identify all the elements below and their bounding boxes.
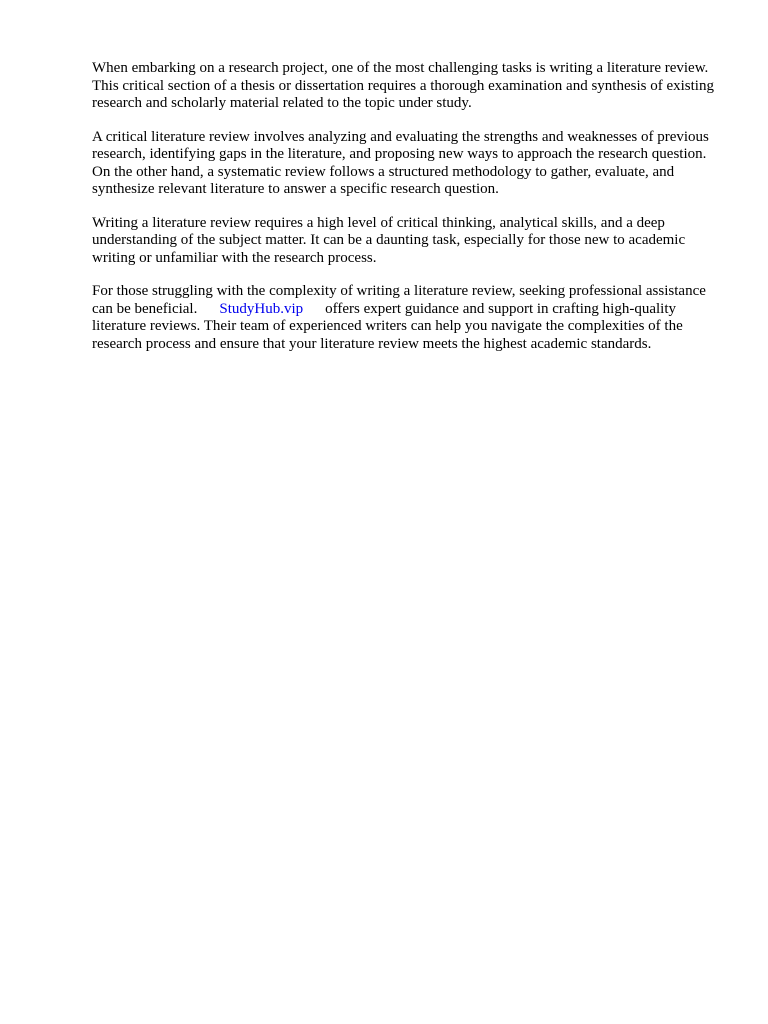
paragraph-4-text-after-link: offers expert guidance and support in crafting high-quality literature reviews. Their team of experienced writers can help you navigate the complexities of the research process and ensure that your literature review meets the highest academic standards. [92,300,683,352]
paragraph-1: When embarking on a research project, one of the most challenging tasks is writing a literature review. This critical section of a thesis or dissertation requires a thorough examination and synthesis of existing research and scholarly material related to the topic under study. [92,60,714,111]
paragraph-2: A critical literature review involves analyzing and evaluating the strengths and weaknesses of previous research, identifying gaps in the literature, and proposing new ways to approach the research question. On the other hand, a systematic review follows a structured methodology to gather, evaluate, and synthesize relevant literature to answer a specific research question. [92,128,709,197]
paragraph-4 [92,283,722,353]
paragraph-3: Writing a literature review requires a high level of critical thinking, analytical skills, and a deep understanding of the subject matter. It can be a daunting task, especially for those new to academic writing or unfamiliar with the research process. [92,214,686,266]
studyhub-link[interactable]: StudyHub.vip [219,300,304,317]
paragraph-4-text-before-link: For those struggling with the complexity of writing a literature review, seeking professional assistance can be beneficial. [92,283,706,317]
document-body [92,60,722,369]
